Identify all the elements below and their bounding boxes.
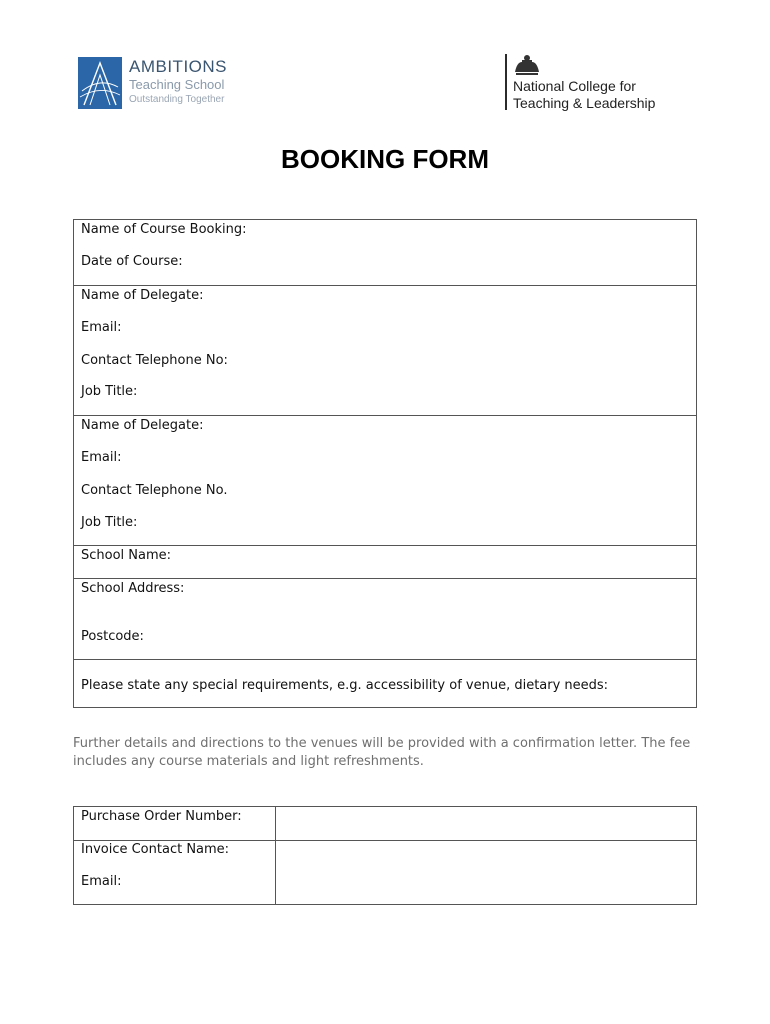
ambitions-logo-mark [78,57,122,109]
delegate2-phone-field[interactable]: Contact Telephone No. [81,483,228,498]
logo-name: AMBITIONS [129,57,228,76]
delegate1-phone-field[interactable]: Contact Telephone No: [81,353,228,368]
course-section [74,220,696,285]
delegate2-job-field[interactable]: Job Title: [81,515,138,530]
ncl-logo [505,54,695,114]
invoice-email-label: Email: [81,874,122,889]
delegate1-email-field[interactable]: Email: [81,320,122,335]
purchase-order-table [73,806,697,905]
booking-form-table [73,219,697,708]
delegate1-name-field[interactable]: Name of Delegate: [81,288,204,303]
ambitions-logo [78,57,248,111]
invoice-contact-label: Invoice Contact Name: [81,842,230,857]
postcode-field[interactable]: Postcode: [81,629,144,644]
special-requirements-section [74,659,696,707]
logo-tagline: Outstanding Together [129,94,225,105]
school-address-section [74,578,696,659]
delegate2-section [74,415,696,545]
invoice-contact-input[interactable] [276,841,696,904]
ncl-line2: Teaching & Leadership [513,95,656,111]
fee-note: Further details and directions to the venues will be provided with a confirmation letter. The fee includes any course materials and light refreshments. [73,736,691,769]
school-name-section [74,545,696,578]
page-title: BOOKING FORM [281,144,489,174]
royal-crest-icon [513,54,541,76]
course-date-field[interactable]: Date of Course: [81,254,183,269]
school-name-field[interactable]: School Name: [81,548,172,563]
logo-divider [505,54,507,110]
delegate1-section [74,285,696,415]
delegate1-job-field[interactable]: Job Title: [81,384,138,399]
ambitions-a-icon [78,57,122,109]
delegate2-email-field[interactable]: Email: [81,450,122,465]
special-requirements-field[interactable]: Please state any special requirements, e.g. accessibility of venue, dietary needs: [81,678,609,693]
course-name-field[interactable]: Name of Course Booking: [81,222,247,237]
ncl-line1: National College for [513,78,636,94]
po-number-input[interactable] [276,807,696,840]
logo-subtitle: Teaching School [129,77,225,92]
school-address-field[interactable]: School Address: [81,581,185,596]
po-number-label: Purchase Order Number: [81,809,242,824]
delegate2-name-field[interactable]: Name of Delegate: [81,418,204,433]
